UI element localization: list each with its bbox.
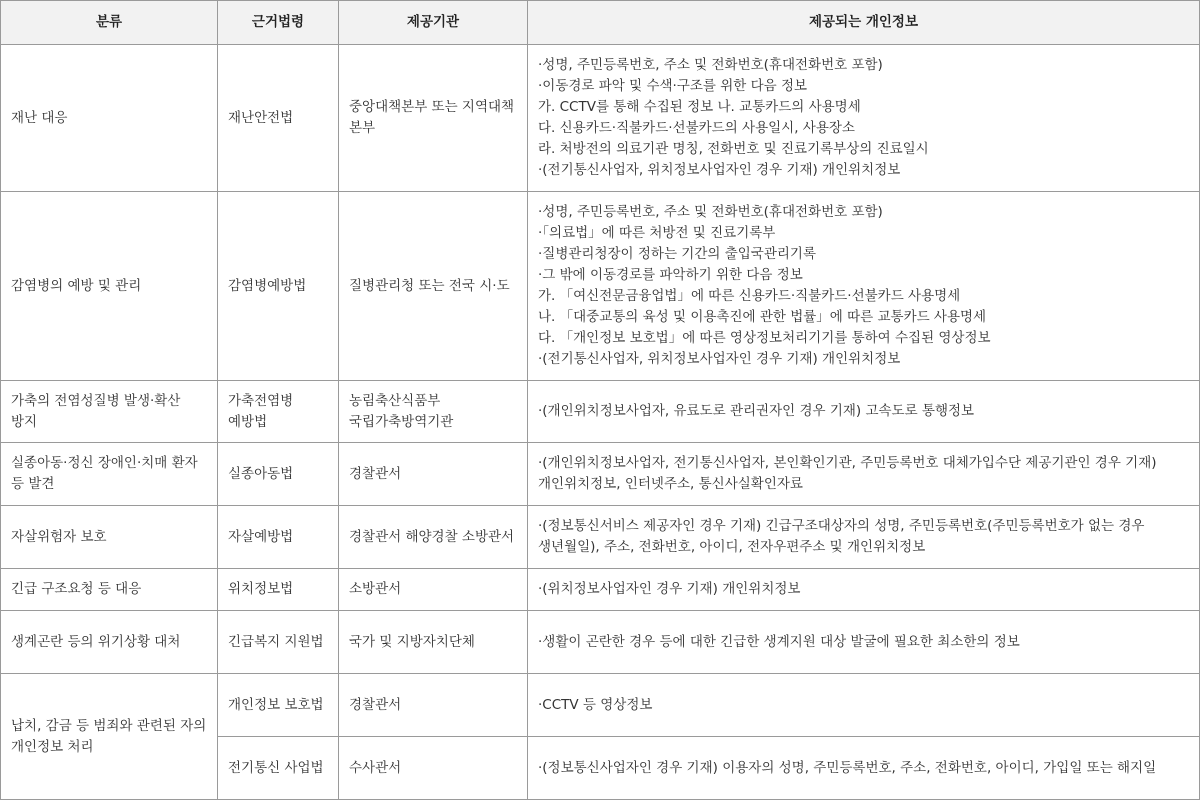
header-category: 분류 bbox=[1, 1, 218, 45]
header-provided-info: 제공되는 개인정보 bbox=[528, 1, 1200, 45]
info-cell bbox=[528, 611, 1200, 674]
table-row bbox=[1, 381, 1200, 443]
law-cell: 자살예방법 bbox=[218, 506, 339, 569]
table-header-row bbox=[1, 1, 1200, 45]
info-cell bbox=[528, 506, 1200, 569]
info-line: ·(정보통신서비스 제공자인 경우 기재) 긴급구조대상자의 성명, 주민등록번호(주민등록번호가 없는 경우 bbox=[538, 518, 1145, 534]
info-line: ·생활이 곤란한 경우 등에 대한 긴급한 생계지원 대상 발굴에 필요한 최소한의 정보 bbox=[538, 633, 1020, 650]
law-cell: 긴급복지 지원법 bbox=[218, 611, 339, 674]
category-cell: 긴급 구조요청 등 대응 bbox=[1, 569, 218, 611]
info-line: ·성명, 주민등록번호, 주소 및 전화번호(휴대전화번호 포함) bbox=[538, 204, 883, 220]
info-line: 다. 신용카드·직불카드·선불카드의 사용일시, 사용장소 bbox=[538, 120, 855, 136]
category-cell: 자살위험자 보호 bbox=[1, 506, 218, 569]
info-cell bbox=[528, 569, 1200, 611]
table-row bbox=[1, 611, 1200, 674]
info-line: 다. 「개인정보 보호법」에 따른 영상정보처리기기를 통하여 수집된 영상정보 bbox=[538, 330, 991, 346]
info-line: ·「의료법」에 따른 처방전 및 진료기록부 bbox=[538, 225, 776, 241]
info-line: ·(개인위치정보사업자, 전기통신사업자, 본인확인기관, 주민등록번호 대체가입수단 제공기관인 경우 기재) bbox=[538, 455, 1157, 471]
agency-cell: 경찰관서 bbox=[339, 443, 528, 506]
category-cell: 실종아동·정신 장애인·치매 환자 등 발견 bbox=[1, 443, 218, 506]
agency-cell: 질병관리청 또는 전국 시·도 bbox=[339, 192, 528, 381]
info-line: ·(개인위치정보사업자, 유료도로 관리권자인 경우 기재) 고속도로 통행정보 bbox=[538, 403, 975, 419]
table-row bbox=[1, 506, 1200, 569]
table-row bbox=[1, 443, 1200, 506]
info-line: ·질병관리청장이 정하는 기간의 출입국관리기록 bbox=[538, 246, 816, 262]
header-law: 근거법령 bbox=[218, 1, 339, 45]
category-cell: 납치, 감금 등 범죄와 관련된 자의 개인정보 처리 bbox=[1, 674, 218, 800]
info-line: ·성명, 주민등록번호, 주소 및 전화번호(휴대전화번호 포함) bbox=[538, 57, 883, 73]
table-row bbox=[1, 45, 1200, 192]
agency-cell: 중앙대책본부 또는 지역대책 본부 bbox=[339, 45, 528, 192]
agency-cell: 수사관서 bbox=[339, 737, 528, 800]
agency-cell: 경찰관서 bbox=[339, 674, 528, 737]
category-cell: 재난 대응 bbox=[1, 45, 218, 192]
info-cell bbox=[528, 45, 1200, 192]
info-cell bbox=[528, 674, 1200, 737]
law-cell: 전기통신 사업법 bbox=[218, 737, 339, 800]
law-cell: 감염병예방법 bbox=[218, 192, 339, 381]
agency-cell: 농림축산식품부 국립가축방역기관 bbox=[339, 381, 528, 443]
table-row bbox=[1, 674, 1200, 737]
info-line: ·(전기통신사업자, 위치정보사업자인 경우 기재) 개인위치정보 bbox=[538, 162, 901, 178]
category-cell: 생계곤란 등의 위기상황 대처 bbox=[1, 611, 218, 674]
category-cell: 가축의 전염성질병 발생·확산 방지 bbox=[1, 381, 218, 443]
info-cell bbox=[528, 737, 1200, 800]
info-line: 개인위치정보, 인터넷주소, 통신사실확인자료 bbox=[538, 476, 803, 492]
category-cell: 감염병의 예방 및 관리 bbox=[1, 192, 218, 381]
agency-cell: 국가 및 지방자치단체 bbox=[339, 611, 528, 674]
law-cell: 가축전염병 예방법 bbox=[218, 381, 339, 443]
info-line: ·이동경로 파악 및 수색·구조를 위한 다음 정보 bbox=[538, 78, 808, 94]
info-cell bbox=[528, 192, 1200, 381]
info-line: ·(정보통신사업자인 경우 기재) 이용자의 성명, 주민등록번호, 주소, 전화번호, 아이디, 가입일 또는 해지일 bbox=[538, 759, 1157, 776]
info-cell bbox=[528, 381, 1200, 443]
agency-cell: 경찰관서 해양경찰 소방관서 bbox=[339, 506, 528, 569]
law-cell: 위치정보법 bbox=[218, 569, 339, 611]
info-line: 라. 처방전의 의료기관 명칭, 전화번호 및 진료기록부상의 진료일시 bbox=[538, 141, 929, 157]
info-cell bbox=[528, 443, 1200, 506]
info-line: 가. 「여신전문금융업법」에 따른 신용카드·직불카드·선불카드 사용명세 bbox=[538, 288, 961, 304]
info-line: 가. CCTV를 통해 수집된 정보 나. 교통카드의 사용명세 bbox=[538, 99, 861, 115]
table-row bbox=[1, 569, 1200, 611]
agency-cell: 소방관서 bbox=[339, 569, 528, 611]
info-line: ·그 밖에 이동경로를 파악하기 위한 다음 정보 bbox=[538, 267, 803, 283]
info-line: ·(위치정보사업자인 경우 기재) 개인위치정보 bbox=[538, 581, 801, 597]
info-line: ·(전기통신사업자, 위치정보사업자인 경우 기재) 개인위치정보 bbox=[538, 351, 901, 367]
law-cell: 실종아동법 bbox=[218, 443, 339, 506]
law-cell: 개인정보 보호법 bbox=[218, 674, 339, 737]
info-line: 나. 「대중교통의 육성 및 이용촉진에 관한 법률」에 따른 교통카드 사용명세 bbox=[538, 309, 987, 325]
info-line: ·CCTV 등 영상정보 bbox=[538, 696, 653, 713]
header-agency: 제공기관 bbox=[339, 1, 528, 45]
table-row bbox=[1, 192, 1200, 381]
law-cell: 재난안전법 bbox=[218, 45, 339, 192]
info-line: 생년월일), 주소, 전화번호, 아이디, 전자우편주소 및 개인위치정보 bbox=[538, 539, 926, 555]
